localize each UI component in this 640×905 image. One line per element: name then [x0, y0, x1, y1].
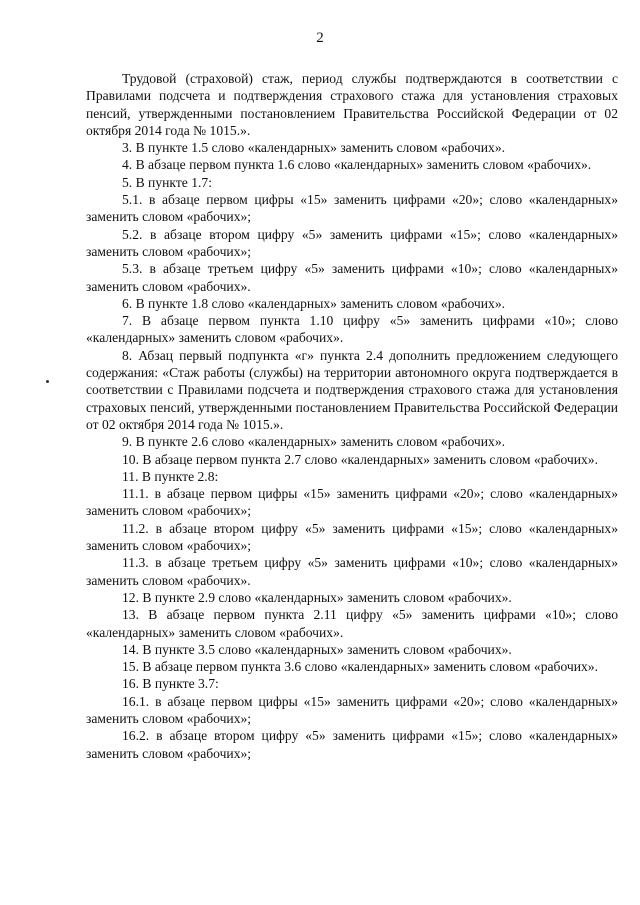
paragraph: 14. В пункте 3.5 слово «календарных» заменить словом «рабочих». — [122, 641, 512, 657]
paragraph: 7. В абзаце первом пункта 1.10 цифру «5» заменить цифрами «10»; слово «календарных» заменить словом «рабочих». — [86, 313, 618, 346]
paragraph: 5.1. в абзаце первом цифры «15» заменить цифрами «20»; слово «календарных» заменить словом «рабочих»; — [86, 192, 618, 225]
paragraph: 3. В пункте 1.5 слово «календарных» заменить словом «рабочих». — [122, 140, 506, 156]
paragraph: 11.1. в абзаце первом цифры «15» заменить цифрами «20»; слово «календарных» заменить словом «рабочих»; — [86, 486, 618, 519]
paragraph: 9. В пункте 2.6 слово «календарных» заменить словом «рабочих». — [122, 434, 506, 450]
margin-dot — [46, 380, 49, 383]
paragraph: 13. В абзаце первом пункта 2.11 цифру «5» заменить цифрами «10»; слово «календарных» заменить словом «рабочих». — [86, 607, 618, 640]
paragraph: 8. Абзац первый подпункта «г» пункта 2.4 дополнить предложением следующего содержания: «Стаж работы (службы) на территории автономного округа подтверждается в соответствии с Правилами подсчета и подтверждения страхового стажа для установления страховых пенсий, утвержденными постановлением Правительства Российской Федерации от 02 октября 2014 года № 1015.». — [86, 347, 618, 432]
paragraph: Трудовой (страховой) стаж, период службы подтверждаются в соответствии с Правилами подсчета и подтверждения страхового стажа для установления страховых пенсий, утвержденными постановлением Правительства Российской Федерации от 02 октября 2014 года № 1015.». — [86, 71, 618, 138]
paragraph: 6. В пункте 1.8 слово «календарных» заменить словом «рабочих». — [122, 295, 506, 311]
paragraph: 16.1. в абзаце первом цифры «15» заменить цифрами «20»; слово «календарных» заменить словом «рабочих»; — [86, 693, 618, 726]
paragraph: 5.3. в абзаце третьем цифру «5» заменить цифрами «10»; слово «календарных» заменить словом «рабочих». — [86, 261, 618, 294]
paragraph: 16.2. в абзаце втором цифру «5» заменить цифрами «15»; слово «календарных» заменить словом «рабочих»; — [86, 728, 618, 761]
page-number: 2 — [316, 30, 324, 46]
paragraph: 15. В абзаце первом пункта 3.6 слово «календарных» заменить словом «рабочих». — [122, 659, 599, 675]
paragraph: 16. В пункте 3.7: — [122, 676, 219, 692]
paragraph: 11. В пункте 2.8: — [122, 468, 219, 484]
paragraph: 10. В абзаце первом пункта 2.7 слово «календарных» заменить словом «рабочих». — [122, 451, 599, 467]
paragraph: 4. В абзаце первом пункта 1.6 слово «календарных» заменить словом «рабочих». — [122, 157, 592, 173]
paragraph: 11.2. в абзаце втором цифру «5» заменить цифрами «15»; слово «календарных» заменить словом «рабочих»; — [86, 520, 618, 554]
paragraph: 11.3. в абзаце третьем цифру «5» заменить цифрами «10»; слово «календарных» заменить словом «рабочих». — [86, 555, 618, 588]
paragraph: 5.2. в абзаце втором цифру «5» заменить цифрами «15»; слово «календарных» заменить словом «рабочих»; — [86, 226, 618, 259]
paragraph: 12. В пункте 2.9 слово «календарных» заменить словом «рабочих». — [122, 589, 512, 605]
paragraph: 5. В пункте 1.7: — [122, 174, 212, 190]
document-body — [86, 70, 618, 762]
